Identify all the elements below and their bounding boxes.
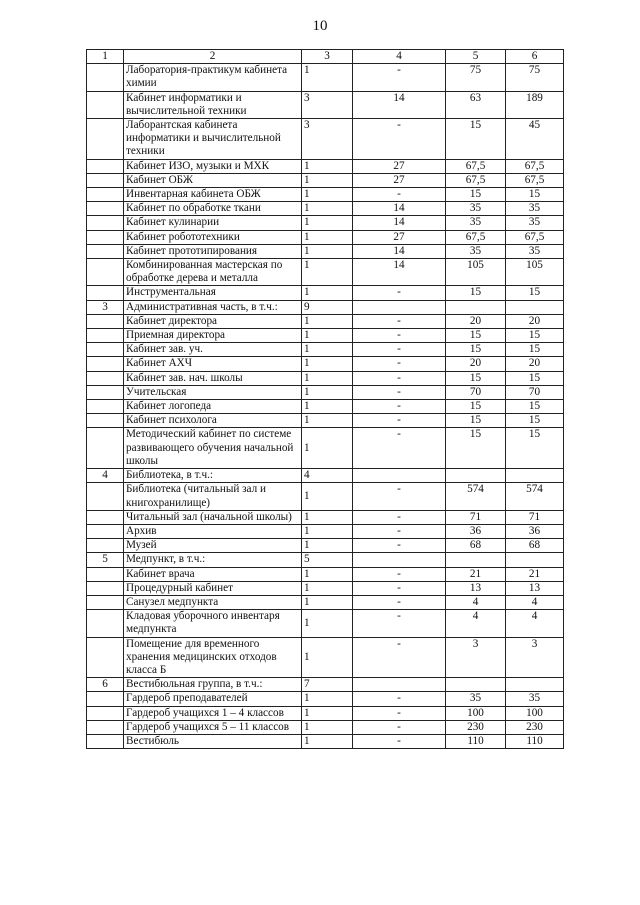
row-number bbox=[87, 706, 124, 720]
total-area: 20 bbox=[506, 314, 564, 328]
unit-area: 36 bbox=[446, 524, 506, 538]
table-row bbox=[87, 706, 564, 720]
unit-area: 230 bbox=[446, 720, 506, 734]
unit-area: 15 bbox=[446, 343, 506, 357]
seats: - bbox=[353, 567, 446, 581]
total-area: 574 bbox=[506, 483, 564, 510]
room-name: Гардероб учащихся 1 – 4 классов bbox=[124, 706, 302, 720]
row-number bbox=[87, 230, 124, 244]
room-name: Библиотека (читальный зал и книгохранилище) bbox=[124, 483, 302, 510]
unit-area: 75 bbox=[446, 64, 506, 91]
row-number: 3 bbox=[87, 300, 124, 314]
room-count: 1 bbox=[302, 286, 353, 300]
room-name: Кабинет зав. уч. bbox=[124, 343, 302, 357]
table-row bbox=[87, 483, 564, 510]
seats: - bbox=[353, 286, 446, 300]
room-name: Библиотека, в т.ч.: bbox=[124, 469, 302, 483]
unit-area: 20 bbox=[446, 314, 506, 328]
room-count: 1 bbox=[302, 244, 353, 258]
room-name: Лаборатория-практикум кабинета химии bbox=[124, 64, 302, 91]
table-row bbox=[87, 64, 564, 91]
room-name: Комбинированная мастерская по обработке дерева и металла bbox=[124, 259, 302, 286]
room-name: Приемная директора bbox=[124, 329, 302, 343]
row-number: 4 bbox=[87, 469, 124, 483]
unit-area: 4 bbox=[446, 610, 506, 637]
seats: - bbox=[353, 581, 446, 595]
table-row bbox=[87, 173, 564, 187]
room-name: Учительская bbox=[124, 385, 302, 399]
total-area: 15 bbox=[506, 428, 564, 469]
room-name: Методический кабинет по системе развивающего обучения начальной школы bbox=[124, 428, 302, 469]
table-header-row bbox=[87, 50, 564, 64]
table-row bbox=[87, 595, 564, 609]
row-number bbox=[87, 343, 124, 357]
table-row bbox=[87, 371, 564, 385]
table-row bbox=[87, 230, 564, 244]
total-area: 35 bbox=[506, 244, 564, 258]
table-row bbox=[87, 159, 564, 173]
room-count: 5 bbox=[302, 553, 353, 567]
room-name: Лаборантская кабинета информатики и вычислительной техники bbox=[124, 119, 302, 160]
seats: - bbox=[353, 706, 446, 720]
total-area: 4 bbox=[506, 610, 564, 637]
room-count: 1 bbox=[302, 706, 353, 720]
page-number: 10 bbox=[312, 18, 328, 34]
row-number: 6 bbox=[87, 678, 124, 692]
row-number bbox=[87, 637, 124, 678]
row-number bbox=[87, 329, 124, 343]
room-count: 1 bbox=[302, 581, 353, 595]
room-name: Кабинет робототехники bbox=[124, 230, 302, 244]
seats: - bbox=[353, 692, 446, 706]
room-name: Инструментальная bbox=[124, 286, 302, 300]
seats: - bbox=[353, 595, 446, 609]
table-row bbox=[87, 314, 564, 328]
seats: 27 bbox=[353, 173, 446, 187]
total-area bbox=[506, 300, 564, 314]
total-area: 71 bbox=[506, 510, 564, 524]
table-row bbox=[87, 216, 564, 230]
unit-area: 35 bbox=[446, 216, 506, 230]
header-cell: 3 bbox=[302, 50, 353, 64]
seats bbox=[353, 678, 446, 692]
table-row bbox=[87, 343, 564, 357]
room-count: 1 bbox=[302, 173, 353, 187]
row-number bbox=[87, 610, 124, 637]
seats: 27 bbox=[353, 159, 446, 173]
row-number bbox=[87, 314, 124, 328]
room-count: 1 bbox=[302, 483, 353, 510]
total-area: 15 bbox=[506, 414, 564, 428]
unit-area: 3 bbox=[446, 637, 506, 678]
room-count: 1 bbox=[302, 259, 353, 286]
room-name: Вестибюльная группа, в т.ч.: bbox=[124, 678, 302, 692]
unit-area: 4 bbox=[446, 595, 506, 609]
room-name: Кабинет АХЧ bbox=[124, 357, 302, 371]
room-name: Санузел медпункта bbox=[124, 595, 302, 609]
total-area: 13 bbox=[506, 581, 564, 595]
room-count: 1 bbox=[302, 692, 353, 706]
seats: - bbox=[353, 385, 446, 399]
total-area: 189 bbox=[506, 91, 564, 118]
total-area: 70 bbox=[506, 385, 564, 399]
seats bbox=[353, 300, 446, 314]
table-row bbox=[87, 539, 564, 553]
seats: - bbox=[353, 414, 446, 428]
table-row bbox=[87, 400, 564, 414]
room-count: 1 bbox=[302, 329, 353, 343]
room-count: 1 bbox=[302, 610, 353, 637]
unit-area bbox=[446, 553, 506, 567]
unit-area: 100 bbox=[446, 706, 506, 720]
total-area: 75 bbox=[506, 64, 564, 91]
table-row bbox=[87, 414, 564, 428]
room-name: Кабинет врача bbox=[124, 567, 302, 581]
row-number bbox=[87, 539, 124, 553]
room-count: 1 bbox=[302, 414, 353, 428]
room-name: Административная часть, в т.ч.: bbox=[124, 300, 302, 314]
row-number bbox=[87, 720, 124, 734]
table-row bbox=[87, 244, 564, 258]
room-count: 1 bbox=[302, 64, 353, 91]
seats: - bbox=[353, 400, 446, 414]
header-cell: 2 bbox=[124, 50, 302, 64]
total-area: 105 bbox=[506, 259, 564, 286]
total-area: 36 bbox=[506, 524, 564, 538]
unit-area: 70 bbox=[446, 385, 506, 399]
total-area: 110 bbox=[506, 734, 564, 748]
room-name: Кабинет кулинарии bbox=[124, 216, 302, 230]
section-row bbox=[87, 553, 564, 567]
unit-area: 15 bbox=[446, 286, 506, 300]
room-name: Кабинет логопеда bbox=[124, 400, 302, 414]
section-row bbox=[87, 300, 564, 314]
total-area: 15 bbox=[506, 329, 564, 343]
row-number bbox=[87, 202, 124, 216]
table-row bbox=[87, 610, 564, 637]
rooms-table bbox=[86, 49, 564, 749]
row-number bbox=[87, 414, 124, 428]
row-number bbox=[87, 483, 124, 510]
total-area: 15 bbox=[506, 371, 564, 385]
seats: 27 bbox=[353, 230, 446, 244]
room-count: 1 bbox=[302, 314, 353, 328]
seats: - bbox=[353, 64, 446, 91]
room-count: 1 bbox=[302, 637, 353, 678]
unit-area: 35 bbox=[446, 244, 506, 258]
room-name: Кабинет ОБЖ bbox=[124, 173, 302, 187]
table-row bbox=[87, 329, 564, 343]
total-area: 45 bbox=[506, 119, 564, 160]
table-row bbox=[87, 286, 564, 300]
room-name: Музей bbox=[124, 539, 302, 553]
total-area bbox=[506, 553, 564, 567]
room-name: Помещение для временного хранения медицинских отходов класса Б bbox=[124, 637, 302, 678]
room-count: 1 bbox=[302, 720, 353, 734]
room-count: 1 bbox=[302, 428, 353, 469]
row-number bbox=[87, 173, 124, 187]
room-count: 1 bbox=[302, 202, 353, 216]
total-area: 68 bbox=[506, 539, 564, 553]
room-name: Кладовая уборочного инвентаря медпункта bbox=[124, 610, 302, 637]
unit-area bbox=[446, 469, 506, 483]
header-cell: 6 bbox=[506, 50, 564, 64]
unit-area: 574 bbox=[446, 483, 506, 510]
table-row bbox=[87, 259, 564, 286]
row-number bbox=[87, 244, 124, 258]
room-count: 1 bbox=[302, 357, 353, 371]
unit-area: 110 bbox=[446, 734, 506, 748]
room-count: 1 bbox=[302, 524, 353, 538]
row-number bbox=[87, 400, 124, 414]
room-count: 4 bbox=[302, 469, 353, 483]
table-row bbox=[87, 202, 564, 216]
seats: 14 bbox=[353, 91, 446, 118]
total-area: 4 bbox=[506, 595, 564, 609]
room-count: 1 bbox=[302, 400, 353, 414]
row-number bbox=[87, 567, 124, 581]
room-name: Архив bbox=[124, 524, 302, 538]
unit-area: 68 bbox=[446, 539, 506, 553]
header-cell: 5 bbox=[446, 50, 506, 64]
seats: - bbox=[353, 371, 446, 385]
unit-area: 15 bbox=[446, 329, 506, 343]
room-count: 1 bbox=[302, 567, 353, 581]
total-area: 35 bbox=[506, 692, 564, 706]
seats: - bbox=[353, 314, 446, 328]
room-count: 3 bbox=[302, 119, 353, 160]
seats: 14 bbox=[353, 202, 446, 216]
row-number bbox=[87, 595, 124, 609]
table-row bbox=[87, 692, 564, 706]
unit-area: 15 bbox=[446, 400, 506, 414]
seats: - bbox=[353, 610, 446, 637]
room-count: 1 bbox=[302, 216, 353, 230]
seats: - bbox=[353, 357, 446, 371]
unit-area: 67,5 bbox=[446, 173, 506, 187]
table-row bbox=[87, 510, 564, 524]
seats: 14 bbox=[353, 216, 446, 230]
room-name: Кабинет по обработке ткани bbox=[124, 202, 302, 216]
unit-area: 15 bbox=[446, 371, 506, 385]
room-count: 1 bbox=[302, 230, 353, 244]
total-area: 67,5 bbox=[506, 230, 564, 244]
unit-area: 105 bbox=[446, 259, 506, 286]
seats: - bbox=[353, 343, 446, 357]
total-area: 67,5 bbox=[506, 173, 564, 187]
row-number bbox=[87, 385, 124, 399]
room-name: Медпункт, в т.ч.: bbox=[124, 553, 302, 567]
unit-area: 35 bbox=[446, 692, 506, 706]
room-count: 1 bbox=[302, 159, 353, 173]
row-number bbox=[87, 64, 124, 91]
unit-area: 67,5 bbox=[446, 159, 506, 173]
total-area: 67,5 bbox=[506, 159, 564, 173]
total-area: 15 bbox=[506, 400, 564, 414]
seats bbox=[353, 553, 446, 567]
row-number bbox=[87, 428, 124, 469]
room-count: 1 bbox=[302, 371, 353, 385]
row-number bbox=[87, 286, 124, 300]
total-area: 35 bbox=[506, 216, 564, 230]
room-name: Читальный зал (начальной школы) bbox=[124, 510, 302, 524]
unit-area: 21 bbox=[446, 567, 506, 581]
row-number bbox=[87, 524, 124, 538]
seats: - bbox=[353, 329, 446, 343]
seats: - bbox=[353, 188, 446, 202]
total-area bbox=[506, 678, 564, 692]
room-name: Кабинет информатики и вычислительной техники bbox=[124, 91, 302, 118]
seats: - bbox=[353, 720, 446, 734]
row-number bbox=[87, 357, 124, 371]
header-cell: 1 bbox=[87, 50, 124, 64]
row-number bbox=[87, 371, 124, 385]
total-area: 3 bbox=[506, 637, 564, 678]
room-name: Кабинет ИЗО, музыки и МХК bbox=[124, 159, 302, 173]
total-area: 21 bbox=[506, 567, 564, 581]
row-number bbox=[87, 692, 124, 706]
table-row bbox=[87, 524, 564, 538]
total-area: 15 bbox=[506, 188, 564, 202]
unit-area bbox=[446, 678, 506, 692]
unit-area: 13 bbox=[446, 581, 506, 595]
unit-area bbox=[446, 300, 506, 314]
row-number bbox=[87, 216, 124, 230]
table-row bbox=[87, 637, 564, 678]
total-area: 20 bbox=[506, 357, 564, 371]
row-number bbox=[87, 259, 124, 286]
table-row bbox=[87, 91, 564, 118]
room-count: 7 bbox=[302, 678, 353, 692]
room-count: 1 bbox=[302, 539, 353, 553]
row-number: 5 bbox=[87, 553, 124, 567]
seats: - bbox=[353, 637, 446, 678]
room-name: Вестибюль bbox=[124, 734, 302, 748]
row-number bbox=[87, 159, 124, 173]
room-name: Кабинет директора bbox=[124, 314, 302, 328]
section-row bbox=[87, 469, 564, 483]
room-name: Кабинет зав. нач. школы bbox=[124, 371, 302, 385]
seats: - bbox=[353, 734, 446, 748]
total-area bbox=[506, 469, 564, 483]
total-area: 15 bbox=[506, 343, 564, 357]
unit-area: 35 bbox=[446, 202, 506, 216]
table-row bbox=[87, 581, 564, 595]
room-name: Кабинет психолога bbox=[124, 414, 302, 428]
total-area: 35 bbox=[506, 202, 564, 216]
total-area: 230 bbox=[506, 720, 564, 734]
seats: - bbox=[353, 510, 446, 524]
room-count: 1 bbox=[302, 343, 353, 357]
total-area: 15 bbox=[506, 286, 564, 300]
room-count: 1 bbox=[302, 595, 353, 609]
row-number bbox=[87, 188, 124, 202]
row-number bbox=[87, 581, 124, 595]
table-row bbox=[87, 119, 564, 160]
room-name: Гардероб учащихся 5 – 11 классов bbox=[124, 720, 302, 734]
room-name: Процедурный кабинет bbox=[124, 581, 302, 595]
row-number bbox=[87, 119, 124, 160]
seats: - bbox=[353, 539, 446, 553]
seats: - bbox=[353, 428, 446, 469]
seats: - bbox=[353, 119, 446, 160]
room-count: 1 bbox=[302, 188, 353, 202]
header-cell: 4 bbox=[353, 50, 446, 64]
seats: - bbox=[353, 483, 446, 510]
seats: 14 bbox=[353, 244, 446, 258]
room-count: 9 bbox=[302, 300, 353, 314]
table-row bbox=[87, 734, 564, 748]
seats: - bbox=[353, 524, 446, 538]
room-count: 3 bbox=[302, 91, 353, 118]
unit-area: 15 bbox=[446, 414, 506, 428]
room-name: Гардероб преподавателей bbox=[124, 692, 302, 706]
seats: 14 bbox=[353, 259, 446, 286]
room-name: Кабинет прототипирования bbox=[124, 244, 302, 258]
room-count: 1 bbox=[302, 510, 353, 524]
seats bbox=[353, 469, 446, 483]
unit-area: 67,5 bbox=[446, 230, 506, 244]
row-number bbox=[87, 510, 124, 524]
row-number bbox=[87, 734, 124, 748]
unit-area: 15 bbox=[446, 188, 506, 202]
room-name: Инвентарная кабинета ОБЖ bbox=[124, 188, 302, 202]
table-row bbox=[87, 567, 564, 581]
room-count: 1 bbox=[302, 734, 353, 748]
unit-area: 15 bbox=[446, 428, 506, 469]
table-row bbox=[87, 720, 564, 734]
total-area: 100 bbox=[506, 706, 564, 720]
unit-area: 15 bbox=[446, 119, 506, 160]
table-row bbox=[87, 385, 564, 399]
unit-area: 63 bbox=[446, 91, 506, 118]
table-row bbox=[87, 428, 564, 469]
unit-area: 20 bbox=[446, 357, 506, 371]
table-row bbox=[87, 188, 564, 202]
table-row bbox=[87, 357, 564, 371]
row-number bbox=[87, 91, 124, 118]
room-count: 1 bbox=[302, 385, 353, 399]
unit-area: 71 bbox=[446, 510, 506, 524]
section-row bbox=[87, 678, 564, 692]
